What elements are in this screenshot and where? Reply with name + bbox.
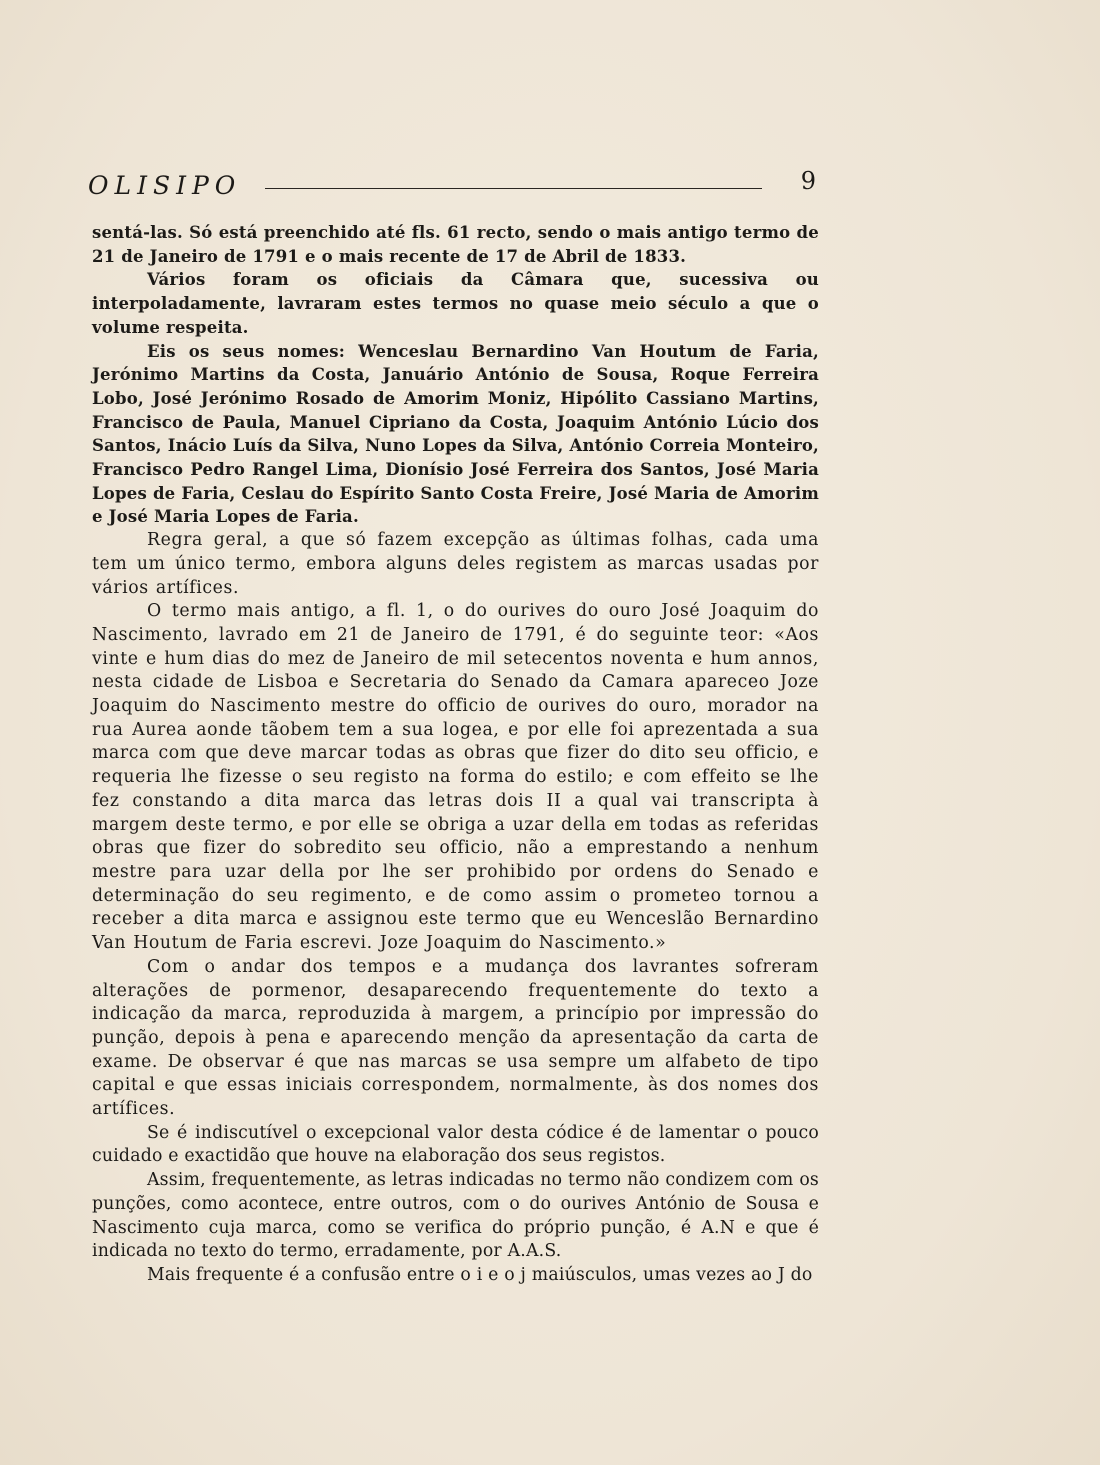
paragraph-names: Eis os seus nomes: Wenceslau Bernardino Van Houtum de Faria, Jerónimo Martins da Costa, Januário António de Sousa, Roque Ferreira Lobo, José Jerónimo Rosado de Amorim Moniz, Hipólito Cassiano Martins, Francisco de Paula, Manuel Cipriano da Costa, Joaquim António Lúcio dos Santos, Inácio Luís da Silva, Nuno Lopes da Silva, António Correia Monteiro, Francisco Pedro Rangel Lima, Dionísio José Ferreira dos Santos, José Maria Lopes de Faria, Ceslau do Espírito Santo Costa Freire, José Maria de Amorim e José Maria Lopes de Faria. (92, 341, 819, 527)
paragraph-continuation: sentá-las. Só está preenchido até fls. 61 recto, sendo o mais antigo termo de 21 de Janeiro de 1791 e o mais recente de 17 de Abril de 1833. (92, 223, 819, 266)
paragraph-oldest-term: O termo mais antigo, a fl. 1, o do ourives do ouro José Joaquim do Nascimento, lavrado em 21 de Janeiro de 1791, é do seguinte teor: «Aos vinte e hum dias do mez de Janeiro de mil setecentos noventa e hum annos, nesta cidade de Lisboa e Secretaria do Senado da Camara apareceo Joze Joaquim do Nascimento mestre do officio de ourives do ouro, morador na rua Aurea aonde tãobem tem a sua logea, e por elle foi aprezentada a sua marca com que deve marcar todas as obras que fizer do dito seu officio, e requeria lhe fizesse o seu registo na forma do estilo; e com effeito se lhe fez constando a dita marca das letras dois II a qual vai transcripta à margem deste termo, e por elle se obriga a uzar della em todas as referidas obras que fizer do sobredito seu officio, não a emprestando a nenhum mestre para uzar della por lhe ser prohibido por ordens do Senado e determinação do seu regimento, e de como assim o prometeo tornou a receber a dita marca e assignou este termo que eu Wenceslão Bernardino Van Houtum de Faria escrevi. Joze Joaquim do Nascimento.» (92, 601, 819, 954)
page-number: 9 (800, 167, 816, 195)
body-text (92, 221, 819, 1288)
journal-title: OLISIPO (88, 170, 242, 200)
paragraph-value: Se é indiscutível o excepcional valor desta códice é de lamentar o pouco cuidado e exactidão que houve na elaboração dos seus registos. (92, 1122, 819, 1167)
header-rule (265, 188, 762, 189)
paragraph-confusion: Mais frequente é a confusão entre o i e o j maiúsculos, umas vezes ao J do (147, 1264, 813, 1285)
paragraph-errors: Assim, frequentemente, as letras indicadas no termo não condizem com os punções, como acontece, entre outros, com o do ourives António de Sousa e Nascimento cuja marca, como se verifica do próprio punção, é A.N e que é indicada no texto do termo, erradamente, por A.A.S. (92, 1170, 819, 1262)
running-header (88, 165, 824, 205)
paragraph-changes: Com o andar dos tempos e a mudança dos lavrantes sofreram alterações de pormenor, desaparecendo frequentemente do texto a indicação da marca, reproduzida à margem, a princípio por impressão do punção, depois à pena e aparecendo menção da apresentação da carta de exame. De observar é que nas marcas se usa sempre um alfabeto de tipo capital e que essas iniciais correspondem, normalmente, às dos nomes dos artífices. (92, 956, 819, 1120)
paragraph-general-rule: Regra geral, a que só fazem excepção as últimas folhas, cada uma tem um único termo, embora alguns deles registem as marcas usadas por vários artífices. (92, 530, 819, 598)
paragraph-officials: Vários foram os oficiais da Câmara que, sucessiva ou interpoladamente, lavraram estes termos no quase meio século a que o volume respeita. (92, 270, 819, 337)
